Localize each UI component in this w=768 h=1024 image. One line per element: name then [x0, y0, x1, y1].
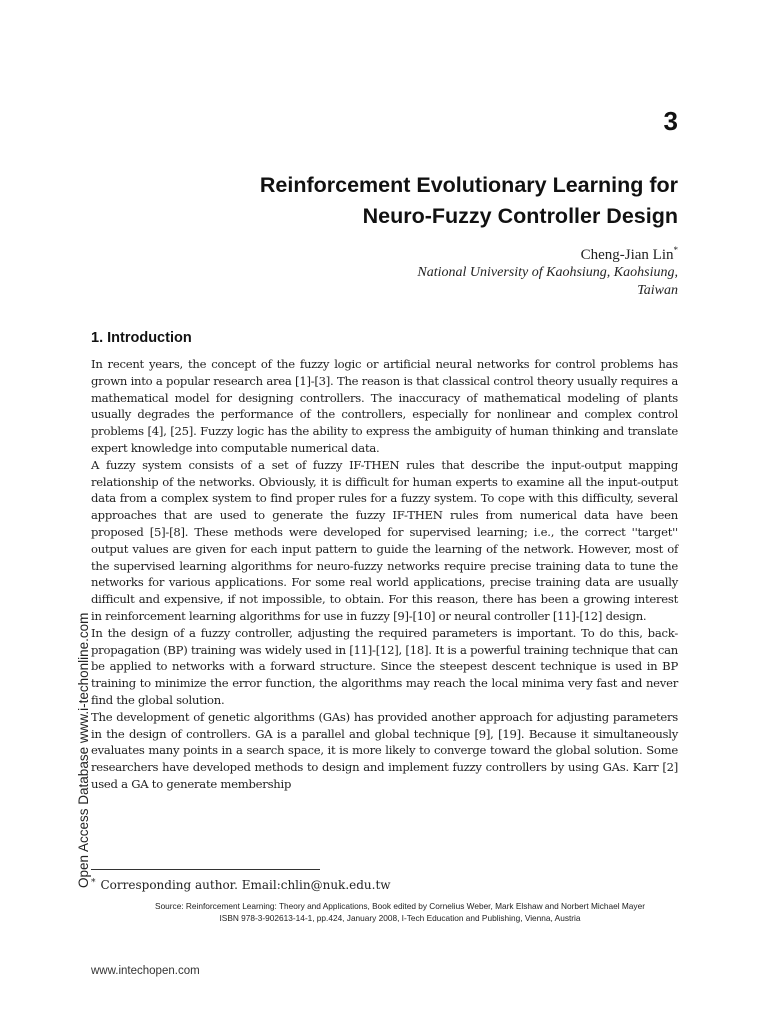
paragraph: In recent years, the concept of the fuzzy logic or artificial neural networks for control problems has grown into a popular research area [1]-[3]. The reason is that classical control theory usually requires a mathematical model for designing controllers. The inaccuracy of mathematical modeling of plants usually degrades the performance of the controllers, especially for nonlinear and complex control problems [4], [25]. Fuzzy logic has the ability to express the ambiguity of human thinking and translate expert knowledge into computable numerical data. [91, 357, 678, 455]
affiliation-line-1: National University of Kaohsiung, Kaohsiung, [417, 265, 678, 280]
side-watermark: Open Access Database www.i-techonline.com [76, 612, 91, 888]
author-name [581, 245, 678, 264]
chapter-title-line-2: Neuro-Fuzzy Controller Design [362, 204, 678, 228]
source-citation [140, 900, 660, 924]
source-line-1: Source: Reinforcement Learning: Theory and Applications, Book edited by Cornelius Weber, Mark Elshaw and Norbert Michael Mayer [155, 901, 645, 911]
footnote-rule [91, 869, 320, 870]
paragraph: The development of genetic algorithms (GAs) has provided another approach for adjusting parameters in the design of controllers. GA is a parallel and global technique [9], [19]. Because it simultaneously evaluates many points in a search space, it is more likely to converge toward the global solution. Some researchers have developed methods to design and implement fuzzy controllers by using GAs. Karr [2] used a GA to generate membership [91, 709, 678, 791]
chapter-title-line-1: Reinforcement Evolutionary Learning for [259, 173, 678, 197]
author-name-text: Cheng-Jian Lin [580, 247, 674, 263]
footnote [91, 878, 391, 892]
paragraph: In the design of a fuzzy controller, adjusting the required parameters is important. To do this, back-propagation (BP) training was widely used in [11]-[12], [18]. It is a powerful training technique that can be applied to networks with a forward structure. Since the steepest descent technique is used in BP training to minimize the error function, the algorithms may reach the local minima very fast and never find the global solution. [91, 625, 678, 707]
affiliation-line-2: Taiwan [637, 283, 678, 298]
source-line-2: ISBN 978-3-902613-14-1, pp.424, January 2008, I-Tech Education and Publishing, Vienna, Austria [219, 913, 581, 923]
site-url-link[interactable]: www.intechopen.com [91, 965, 200, 977]
footnote-text: Corresponding author. Email:chlin@nuk.edu.tw [100, 878, 391, 892]
footnote-mark: * [91, 878, 96, 888]
paragraph: A fuzzy system consists of a set of fuzzy IF-THEN rules that describe the input-output mapping relationship of the networks. Obviously, it is difficult for human experts to examine all the input-output data from a complex system to find proper rules for a fuzzy system. To cope with this difficulty, several approaches that are used to generate the fuzzy IF-THEN rules from numerical data have been proposed [5]-[8]. These methods were developed for supervised learning; i.e., the correct ''target'' output values are given for each input pattern to guide the learning of the network. However, most of the supervised learning algorithms for neuro-fuzzy networks require precise training data to tune the networks for various applications. For some real world applications, precise training data are usually difficult and expensive, if not impossible, to obtain. For this reason, there has been a growing interest in reinforcement learning algorithms for use in fuzzy [9]-[10] or neural controller [11]-[12] design. [91, 457, 678, 623]
author-footnote-mark: * [673, 245, 678, 255]
chapter-title [118, 170, 678, 232]
affiliation [417, 264, 678, 300]
section-heading: 1. Introduction [91, 330, 192, 346]
body-text [91, 356, 678, 793]
chapter-number: 3 [663, 106, 678, 136]
